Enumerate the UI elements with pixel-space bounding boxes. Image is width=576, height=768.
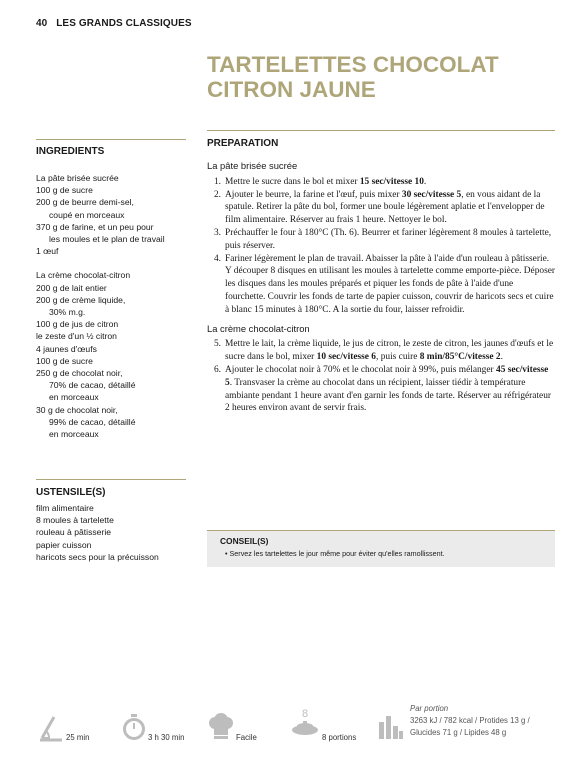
recipe-info-footer: [0, 704, 576, 754]
step-text-part: Fariner légèrement le plan de travail. Abaisser la pâte à l'aide d'un rouleau à pâtisserie. Y découper 8 disques en utilisant les moules à tartelette comme emporte-pièce. Déposer les disques dans les moules préparés et piquer les fonds de pâte à l'aide d'une fourchette. Couvrir les fonds de tarte de papier cuisson, couvrir de haricots secs et cuire à blanc 15 minutes à 180°C. A la sortie du four, laisser refroidir.: [225, 253, 556, 315]
difficulty-label: Facile: [236, 733, 257, 742]
recipe-title-line1: TARTELETTES CHOCOLAT: [207, 52, 499, 77]
preparation-subheading-pate: La pâte brisée sucrée: [207, 160, 298, 171]
ingredient-line: en morceaux: [49, 392, 99, 403]
nutrition-values: [410, 715, 530, 739]
preparation-subheading-creme: La crème chocolat-citron: [207, 322, 310, 334]
prep-time-label: 25 min: [66, 733, 90, 742]
nutrition-chart-icon: [378, 714, 404, 742]
preparation-step: [207, 364, 555, 415]
step-text-part: . Transvaser la crème au chocolat dans un récipient, laisser tiédir à température ambiante pendant 1 heure avant d'en garnir les fonds de tarte. Réserver au réfrigérateur 2 heures environ avant de servir frais.: [225, 377, 552, 414]
preparation-step: [207, 189, 555, 227]
step-text-part: .: [500, 352, 503, 363]
ingredient-line: 200 g de crème liquide,: [36, 294, 126, 305]
portions-icon: [290, 708, 320, 738]
preparation-step: [207, 227, 555, 253]
step-text: [225, 176, 555, 189]
nutrition-line1: 3263 kJ / 782 kcal / Protides 13 g /: [410, 716, 530, 725]
ustensile-line: film alimentaire: [36, 503, 94, 513]
ingredients-list: [36, 172, 198, 440]
ingredient-line: 100 g de sucre: [36, 355, 93, 366]
step-setting: 8 min/85°C/vitesse 2: [419, 352, 501, 363]
total-time-label: 3 h 30 min: [148, 733, 185, 742]
step-number: 4.: [213, 253, 221, 264]
per-portion-label: Par portion: [410, 704, 449, 713]
page-header: [36, 18, 192, 29]
preparation-rule: [207, 130, 555, 131]
prep-time-icon: [38, 714, 64, 744]
ingredient-line: La crème chocolat-citron: [36, 270, 131, 281]
step-setting: 10 sec/vitesse 6: [316, 352, 376, 363]
step-text-part: .: [423, 176, 427, 187]
step-number: 1.: [213, 176, 221, 187]
ingredient-line: les moules et le plan de travail: [49, 234, 165, 245]
step-text: [225, 253, 555, 317]
step-text-part: Préchauffer le four à 180°C (Th. 6). Beurrer et fariner légèrement 8 moules à tartelette, puis réserver.: [225, 227, 552, 251]
conseil-box: [207, 530, 555, 567]
preparation-step: [207, 338, 555, 364]
ingredients-rule: [36, 139, 186, 140]
preparation-step: [207, 176, 555, 189]
ingredients-heading: INGREDIENTS: [36, 146, 105, 157]
ustensile-line: rouleau à pâtisserie: [36, 527, 112, 538]
step-setting: 45 sec/vitesse 5: [225, 364, 549, 388]
preparation-heading: PREPARATION: [207, 138, 279, 149]
steps-pate: [207, 176, 555, 317]
ingredient-line: coupé en morceaux: [49, 209, 125, 220]
step-text-part: Ajouter le chocolat noir à 70% et le chocolat noir à 99%, puis mélanger: [225, 364, 497, 375]
ingredient-line: le zeste d'un ½ citron: [36, 331, 117, 342]
ingredients-spacer: [36, 257, 198, 269]
step-text: [225, 364, 555, 415]
portions-icon-number: 8: [301, 708, 309, 720]
chef-hat-icon: [208, 713, 234, 743]
step-text-part: , en vous aidant de la spatule. Retirer la pâte du bol, former une boule légèrement aplatie et l'envelopper de film alimentaire. Réserver au frais 1 heure. Nettoyer le bol.: [225, 189, 545, 226]
page-number: 40: [36, 18, 48, 29]
step-number: 2.: [213, 189, 221, 200]
ingredient-line: 70% de cacao, détaillé: [49, 380, 136, 391]
conseil-text: • Servez les tartelettes le jour même pour éviter qu'elles ramollissent.: [225, 549, 445, 558]
ustensiles-rule: [36, 479, 186, 480]
ustensiles-list: [36, 502, 198, 563]
step-text-part: , puis cuire: [376, 352, 420, 363]
ustensile-line: papier cuisson: [36, 539, 92, 550]
step-text: [225, 338, 555, 364]
timer-icon: [120, 712, 148, 744]
preparation-body: [207, 158, 555, 415]
ingredient-line: en morceaux: [49, 429, 99, 440]
ingredient-line: 4 jaunes d'œufs: [36, 343, 97, 354]
ingredient-line: 30% m.g.: [49, 307, 86, 318]
ingredient-line: 200 g de lait entier: [36, 282, 107, 293]
ingredient-line: 250 g de chocolat noir,: [36, 368, 123, 379]
ingredient-line: 99% de cacao, détaillé: [49, 416, 136, 427]
ingredient-line: 30 g de chocolat noir,: [36, 404, 118, 415]
step-setting: 15 sec/vitesse 10: [359, 176, 424, 187]
portions-label: 8 portions: [322, 733, 357, 742]
section-name: LES GRANDS CLASSIQUES: [56, 18, 192, 29]
ingredient-line: 100 g de jus de citron: [36, 319, 119, 330]
recipe-title-line2: CITRON JAUNE: [207, 77, 376, 102]
step-number: 6.: [213, 364, 221, 375]
step-text-part: Ajouter le beurre, la farine et l'œuf, puis mixer: [225, 189, 402, 200]
step-number: 3.: [213, 227, 221, 238]
step-text: [225, 189, 555, 227]
step-setting: 30 sec/vitesse 5: [401, 189, 462, 200]
ingredient-line: 100 g de sucre: [36, 185, 93, 196]
step-number: 5.: [213, 339, 221, 350]
step-text-part: Mettre le lait, la crème liquide, le jus de citron, le zeste de citron, les jaunes d'œufs et le sucre dans le bol, mixer: [225, 339, 554, 363]
ingredient-line: La pâte brisée sucrée: [36, 173, 119, 183]
conseil-heading: CONSEIL(S): [220, 536, 269, 546]
steps-creme: [207, 338, 555, 415]
nutrition-line2: Glucides 71 g / Lipides 48 g: [410, 728, 507, 737]
step-text-part: Mettre le sucre dans le bol et mixer: [225, 176, 360, 187]
ustensile-line: 8 moules à tartelette: [36, 515, 114, 526]
ingredient-line: 370 g de farine, et un peu pour: [36, 221, 154, 232]
recipe-title: [207, 52, 547, 102]
ustensiles-heading: USTENSILE(S): [36, 487, 106, 498]
ustensile-line: haricots secs pour la précuisson: [36, 551, 159, 562]
preparation-step: [207, 253, 555, 317]
ingredient-line: 1 œuf: [36, 246, 59, 257]
step-text: [225, 227, 555, 253]
ingredient-line: 200 g de beurre demi-sel,: [36, 197, 134, 208]
